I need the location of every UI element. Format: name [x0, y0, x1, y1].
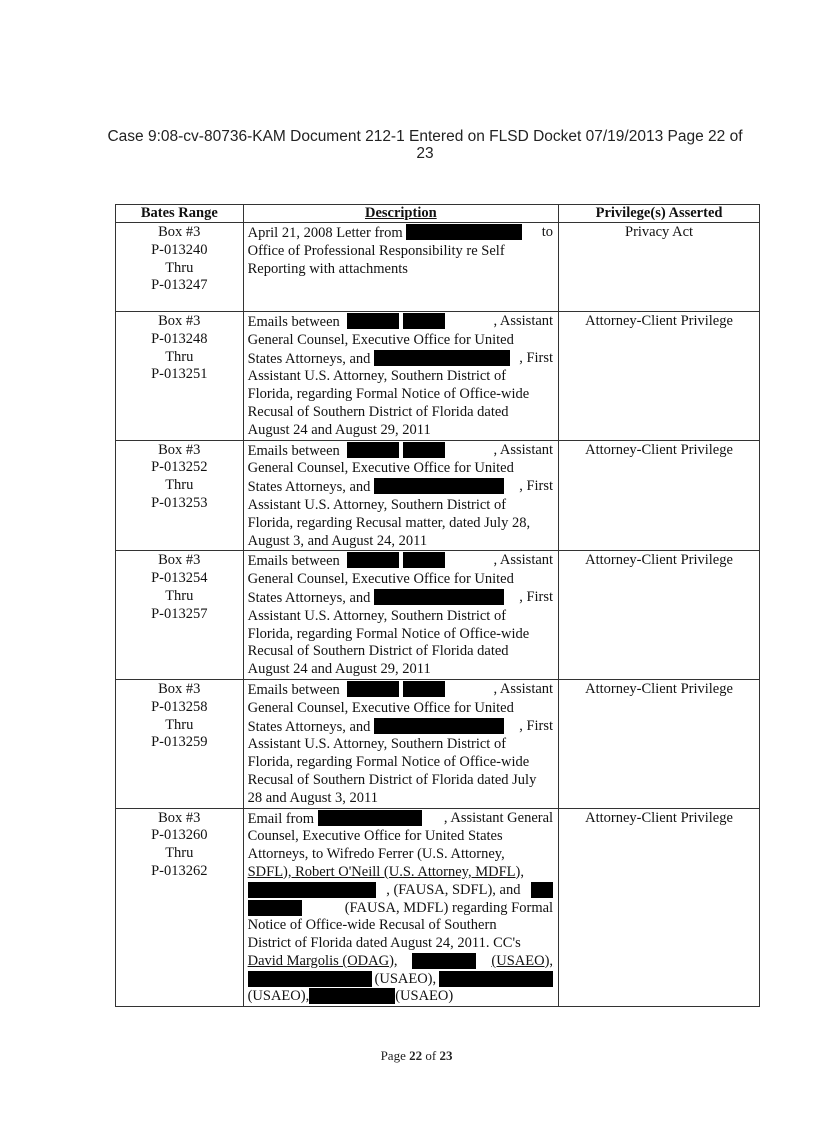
desc-line [248, 224, 553, 243]
redaction [318, 810, 422, 826]
privilege-cell: Attorney-Client Privilege [559, 312, 760, 441]
desc-line [248, 350, 553, 369]
bates-cell [116, 679, 244, 808]
desc-line [248, 846, 553, 864]
desc-text: States Attorneys, and [247, 350, 371, 367]
desc-line [248, 810, 553, 829]
privilege-cell: Attorney-Client Privilege [559, 808, 760, 1007]
case-header-line1: Case 9:08-cv-80736-KAM Document 212-1 Entered on FLSD Docket 07/19/2013 Page 22 of [107, 128, 743, 145]
desc-text: General Counsel, Executive Office for United [247, 699, 514, 716]
desc-text: Florida, regarding Recusal matter, dated July 28, [247, 514, 531, 531]
redaction [248, 882, 376, 898]
desc-line [248, 608, 553, 626]
desc-text: , First [519, 349, 554, 366]
bates-start: P-013248 [151, 330, 208, 347]
desc-text: Emails between [247, 314, 340, 330]
bates-end: P-013257 [151, 605, 208, 622]
desc-line [248, 422, 553, 440]
bates-thru: Thru [165, 348, 194, 365]
table-row [116, 440, 760, 551]
desc-text: Emails between [247, 681, 340, 698]
bates-end: P-013247 [151, 277, 208, 294]
redaction [347, 313, 399, 329]
bates-thru: Thru [165, 477, 194, 494]
footer-prefix: Page [380, 1048, 410, 1063]
desc-text: Notice of Office-wide Recusal of Southern [247, 917, 497, 934]
desc-line [248, 533, 553, 551]
table-row [116, 312, 760, 441]
table-header-row [116, 205, 760, 223]
redaction [374, 718, 504, 734]
desc-text: Assistant U.S. Attorney, Southern District of [247, 368, 507, 385]
redaction [309, 988, 395, 1004]
desc-line [248, 988, 553, 1006]
desc-text: to [541, 224, 554, 240]
bates-end: P-013262 [151, 862, 208, 879]
bates-box: Box #3 [158, 809, 201, 826]
redaction [403, 552, 445, 568]
bates-thru: Thru [165, 587, 194, 604]
bates-box: Box #3 [158, 552, 201, 569]
table-row [116, 808, 760, 1007]
desc-text: Email from [247, 810, 315, 827]
desc-text: (USAEO), [374, 970, 437, 987]
desc-text: (USAEO), [247, 988, 310, 1005]
desc-text: Assistant U.S. Attorney, Southern District of [247, 496, 507, 513]
desc-line [248, 864, 553, 882]
desc-text: August 24 and August 29, 2011 [247, 661, 431, 678]
desc-line [248, 497, 553, 515]
desc-text: , Assistant [493, 552, 554, 569]
desc-text: 28 and August 3, 2011 [247, 789, 378, 806]
desc-text: Florida, regarding Formal Notice of Office-wide [247, 625, 530, 642]
desc-text: April 21, 2008 Letter from [247, 225, 403, 241]
footer-page-number: 22 [409, 1048, 423, 1063]
description-cell [243, 679, 558, 808]
footer-of: of [422, 1048, 440, 1063]
desc-text: Assistant U.S. Attorney, Southern District of [247, 736, 507, 753]
desc-text: Florida, regarding Formal Notice of Office-wide [247, 386, 530, 403]
desc-text: (FAUSA, MDFL) regarding Formal [344, 899, 554, 916]
desc-line [248, 643, 553, 661]
description-cell [243, 808, 558, 1007]
desc-line [248, 935, 553, 953]
desc-line [248, 718, 553, 737]
footer-page-total: 23 [439, 1048, 453, 1063]
desc-text: General Counsel, Executive Office for United [247, 460, 514, 477]
desc-text: Recusal of Southern District of Florida dated [247, 643, 509, 660]
desc-text: Assistant U.S. Attorney, Southern District of [247, 607, 507, 624]
desc-text: , Assistant [493, 680, 554, 697]
col-header-description [243, 205, 558, 223]
desc-line [248, 953, 553, 971]
desc-line [248, 571, 553, 589]
redaction [374, 589, 504, 605]
desc-text: Florida, regarding Formal Notice of Office-wide [247, 754, 530, 771]
description-cell [243, 312, 558, 441]
desc-text: David Margolis (ODAG), [247, 952, 398, 969]
desc-line [248, 478, 553, 497]
privilege-cell: Attorney-Client Privilege [559, 551, 760, 680]
desc-text: , First [519, 588, 554, 605]
desc-line [248, 971, 553, 989]
col-header-description-label: Description [364, 205, 437, 221]
bates-box: Box #3 [158, 680, 201, 697]
case-header-line2: 23 [416, 145, 434, 162]
desc-text: , Assistant [493, 313, 554, 329]
desc-text: (USAEO) [395, 988, 454, 1005]
desc-text: , Assistant General [443, 809, 554, 826]
bates-start: P-013240 [151, 241, 208, 258]
redaction [347, 552, 399, 568]
desc-line [248, 772, 553, 790]
redaction [374, 478, 504, 494]
bates-end: P-013259 [151, 734, 208, 751]
desc-line [248, 515, 553, 533]
desc-line [248, 404, 553, 422]
description-cell [243, 551, 558, 680]
redaction [347, 681, 399, 697]
bates-thru: Thru [165, 716, 194, 733]
desc-line [248, 552, 553, 571]
bates-cell [116, 312, 244, 441]
bates-box: Box #3 [158, 441, 201, 458]
desc-line [248, 661, 553, 679]
desc-line [248, 589, 553, 608]
bates-start: P-013258 [151, 698, 208, 715]
desc-line [248, 460, 553, 478]
desc-line [248, 828, 553, 846]
description-cell [243, 440, 558, 551]
desc-line [248, 386, 553, 404]
desc-text: Counsel, Executive Office for United States [247, 828, 503, 845]
bates-cell [116, 551, 244, 680]
redaction [531, 882, 553, 898]
bates-cell [116, 440, 244, 551]
desc-text: States Attorneys, and [247, 479, 371, 496]
case-header [95, 128, 755, 162]
redaction [374, 350, 510, 366]
description-cell [243, 223, 558, 312]
redaction [439, 971, 553, 987]
privilege-cell: Privacy Act [559, 223, 760, 312]
desc-text: , (FAUSA, SDFL), and [386, 881, 521, 898]
desc-text: (USAEO), [491, 952, 554, 969]
bates-start: P-013260 [151, 827, 208, 844]
desc-text: , Assistant [493, 441, 554, 458]
desc-text: , First [519, 717, 554, 734]
desc-text: , First [519, 478, 554, 495]
privilege-cell: Attorney-Client Privilege [559, 679, 760, 808]
desc-line [248, 442, 553, 461]
desc-line [248, 900, 553, 918]
redaction [248, 900, 302, 916]
desc-line [248, 243, 553, 261]
desc-line [248, 313, 553, 332]
page-footer [0, 1048, 833, 1064]
bates-cell [116, 223, 244, 312]
bates-end: P-013253 [151, 494, 208, 511]
redaction [403, 313, 445, 329]
table-row [116, 679, 760, 808]
desc-line [248, 736, 553, 754]
desc-text: August 24 and August 29, 2011 [247, 421, 431, 438]
bates-thru: Thru [165, 845, 194, 862]
bates-start: P-013254 [151, 570, 208, 587]
redaction [403, 442, 445, 458]
bates-box: Box #3 [158, 224, 201, 240]
desc-text: Emails between [247, 442, 340, 459]
table-row [116, 223, 760, 312]
desc-line [248, 332, 553, 350]
desc-line [248, 754, 553, 772]
desc-text: Emails between [247, 553, 340, 570]
desc-text: Recusal of Southern District of Florida dated [247, 403, 509, 420]
desc-line [248, 917, 553, 935]
desc-line [248, 681, 553, 700]
desc-text: Attorneys, to Wifredo Ferrer (U.S. Attorney, [247, 846, 505, 863]
desc-text: Reporting with attachments [247, 260, 408, 277]
redaction [412, 953, 476, 969]
desc-text: States Attorneys, and [247, 589, 371, 606]
desc-line [248, 261, 553, 279]
bates-box: Box #3 [158, 313, 201, 329]
bates-cell [116, 808, 244, 1007]
redaction [347, 442, 399, 458]
table-row [116, 551, 760, 680]
desc-line [248, 790, 553, 808]
privilege-log-table [115, 204, 760, 1007]
desc-text: General Counsel, Executive Office for United [247, 571, 514, 588]
desc-line [248, 700, 553, 718]
redaction [248, 971, 372, 987]
privilege-cell: Attorney-Client Privilege [559, 440, 760, 551]
desc-line [248, 368, 553, 386]
desc-line [248, 626, 553, 644]
redaction [406, 224, 522, 240]
bates-end: P-013251 [151, 366, 208, 383]
col-header-bates: Bates Range [116, 205, 244, 223]
desc-text: SDFL), Robert O'Neill (U.S. Attorney, MDFL), [247, 863, 524, 880]
desc-text: August 3, and August 24, 2011 [247, 532, 428, 549]
desc-text: Recusal of Southern District of Florida dated July [247, 771, 537, 788]
bates-start: P-013252 [151, 459, 208, 476]
bates-thru: Thru [165, 259, 194, 276]
desc-text: District of Florida dated August 24, 2011. CC's [247, 935, 521, 952]
desc-line [248, 882, 553, 900]
desc-text: States Attorneys, and [247, 718, 371, 735]
desc-text: Office of Professional Responsibility re Self [247, 242, 505, 259]
desc-text: General Counsel, Executive Office for United [247, 331, 514, 348]
redaction [403, 681, 445, 697]
col-header-privilege: Privilege(s) Asserted [559, 205, 760, 223]
